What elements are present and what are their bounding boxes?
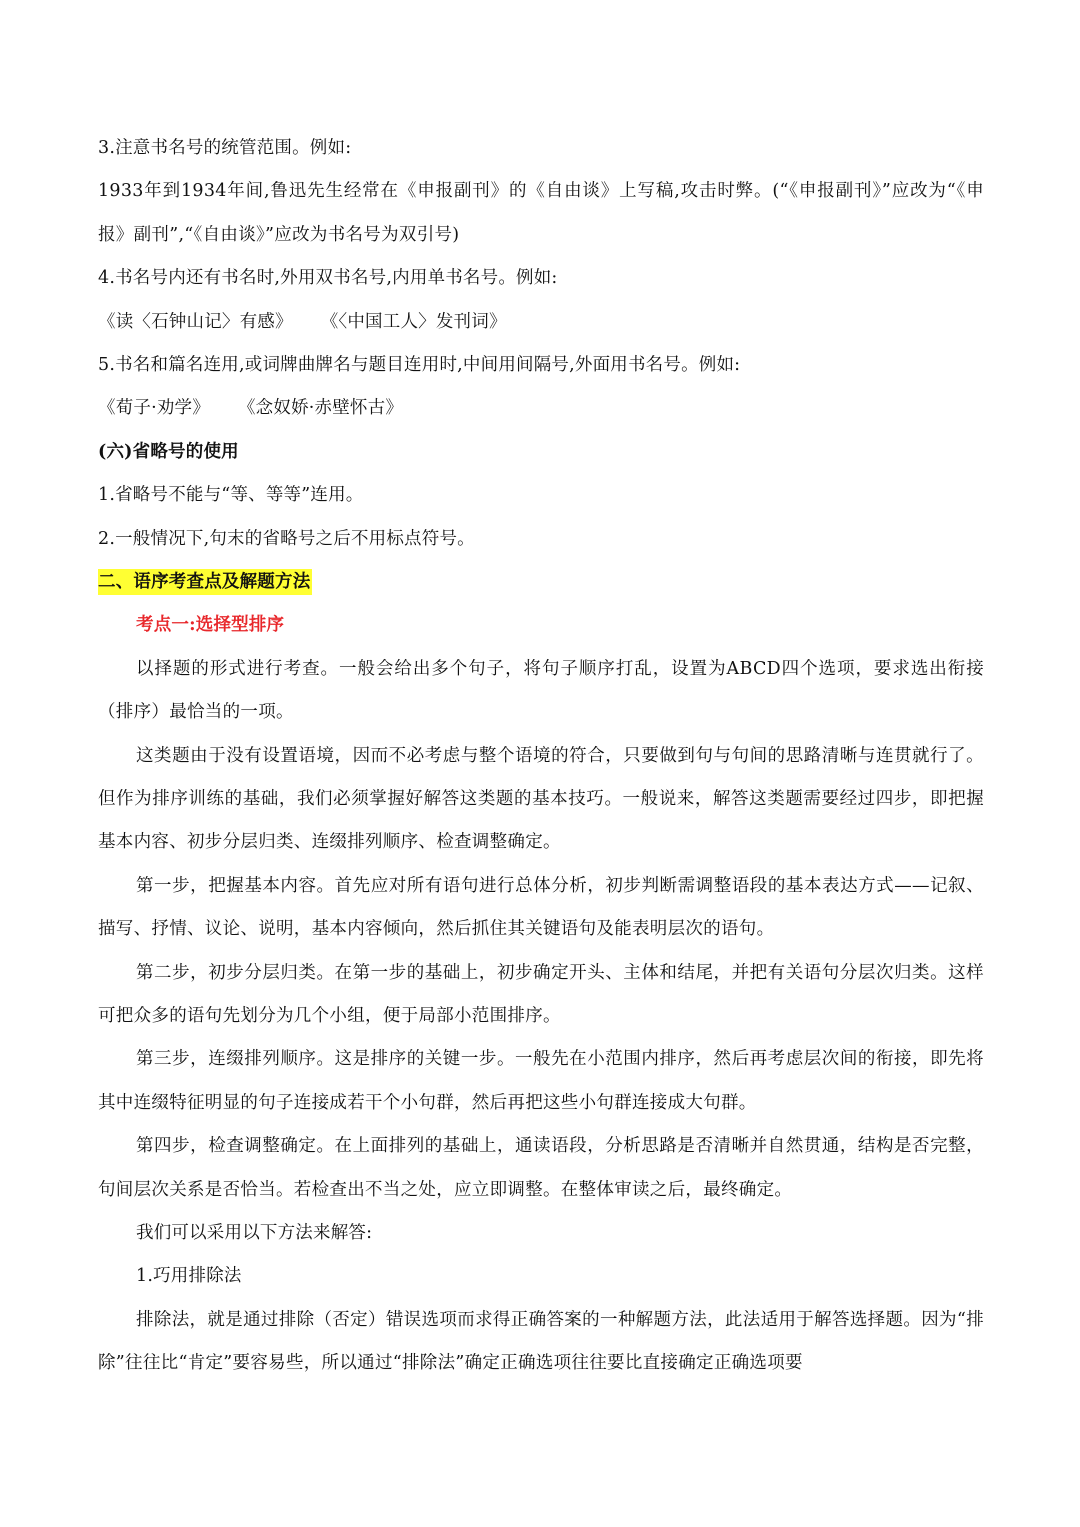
paragraph-5: 第三步，连缀排列顺序。这是排序的关键一步。一般先在小范围内排序，然后再考虑层次间的衔接，即先将其中连缀特征明显的句子连接成若干个小句群，然后再把这些小句群连接成大句群。 bbox=[98, 1049, 984, 1113]
rule-5: 5.书名和篇名连用,或词牌曲牌名与题目连用时,中间用间隔号,外面用书名号。例如: bbox=[98, 354, 741, 375]
method-1-title: 1.巧用排除法 bbox=[136, 1266, 242, 1287]
rule-5-examples bbox=[98, 387, 984, 430]
rule-4: 4.书名号内还有书名时,外用双书名号,内用单书名号。例如: bbox=[98, 268, 558, 289]
section-heading-row bbox=[98, 561, 984, 604]
rule-3-example: 1933年到1934年间,鲁迅先生经常在《申报副刊》的《自由谈》上写稿,攻击时弊。(“《申报副刊》”应改为“《申报》副刊”,“《自由谈》”应改为书名号为双引号) bbox=[98, 181, 984, 245]
subsection-heading: 考点一:选择型排序 bbox=[136, 615, 285, 636]
rule-4-example-a: 《读〈石钟山记〉有感》 bbox=[98, 311, 293, 332]
document-page bbox=[98, 127, 984, 1386]
paragraph-1: 以择题的形式进行考查。一般会给出多个句子，将句子顺序打乱，设置为ABCD四个选项，要求选出衔接（排序）最恰当的一项。 bbox=[98, 658, 984, 723]
rule-5-example-a: 《荀子·劝学》 bbox=[98, 398, 210, 419]
method-1-body: 排除法，就是通过排除（否定）错误选项而求得正确答案的一种解题方法，此法适用于解答选择题。因为“排除”往往比“肯定”要容易些，所以通过“排除法”确定正确选项往往要比直接确定正确选项要 bbox=[98, 1309, 984, 1374]
ellipsis-rule-1: 1.省略号不能与“等、等等”连用。 bbox=[98, 485, 364, 506]
rule-5-example-b: 《念奴娇·赤壁怀古》 bbox=[237, 398, 404, 419]
paragraph-6: 第四步，检查调整确定。在上面排列的基础上，通读语段，分析思路是否清晰并自然贯通，结构是否完整，句间层次关系是否恰当。若检查出不当之处，应立即调整。在整体审读之后，最终确定。 bbox=[98, 1136, 984, 1200]
section-heading: 二、语序考查点及解题方法 bbox=[98, 569, 312, 595]
rule-4-examples bbox=[98, 301, 984, 344]
paragraph-7: 我们可以采用以下方法来解答: bbox=[136, 1223, 373, 1243]
ellipsis-heading: (六)省略号的使用 bbox=[98, 441, 239, 462]
paragraph-4: 第二步，初步分层归类。在第一步的基础上，初步确定开头、主体和结尾，并把有关语句分层次归类。这样可把众多的语句先划分为几个小组，便于局部小范围排序。 bbox=[98, 962, 984, 1026]
ellipsis-rule-2: 2.一般情况下,句末的省略号之后不用标点符号。 bbox=[98, 528, 475, 549]
paragraph-2: 这类题由于没有设置语境，因而不必考虑与整个语境的符合，只要做到句与句间的思路清晰与连贯就行了。但作为排序训练的基础，我们必须掌握好解答这类题的基本技巧。一般说来，解答这类题需要经过四步，即把握基本内容、初步分层归类、连缀排列顺序、检查调整确定。 bbox=[98, 745, 984, 853]
rule-3: 3.注意书名号的统管范围。例如: bbox=[98, 138, 352, 158]
paragraph-3: 第一步，把握基本内容。首先应对所有语句进行总体分析，初步判断需调整语段的基本表达方式——记叙、描写、抒情、议论、说明，基本内容倾向，然后抓住其关键语句及能表明层次的语句。 bbox=[98, 875, 984, 940]
rule-4-example-b: 《〈中国工人〉发刊词》 bbox=[320, 311, 507, 332]
